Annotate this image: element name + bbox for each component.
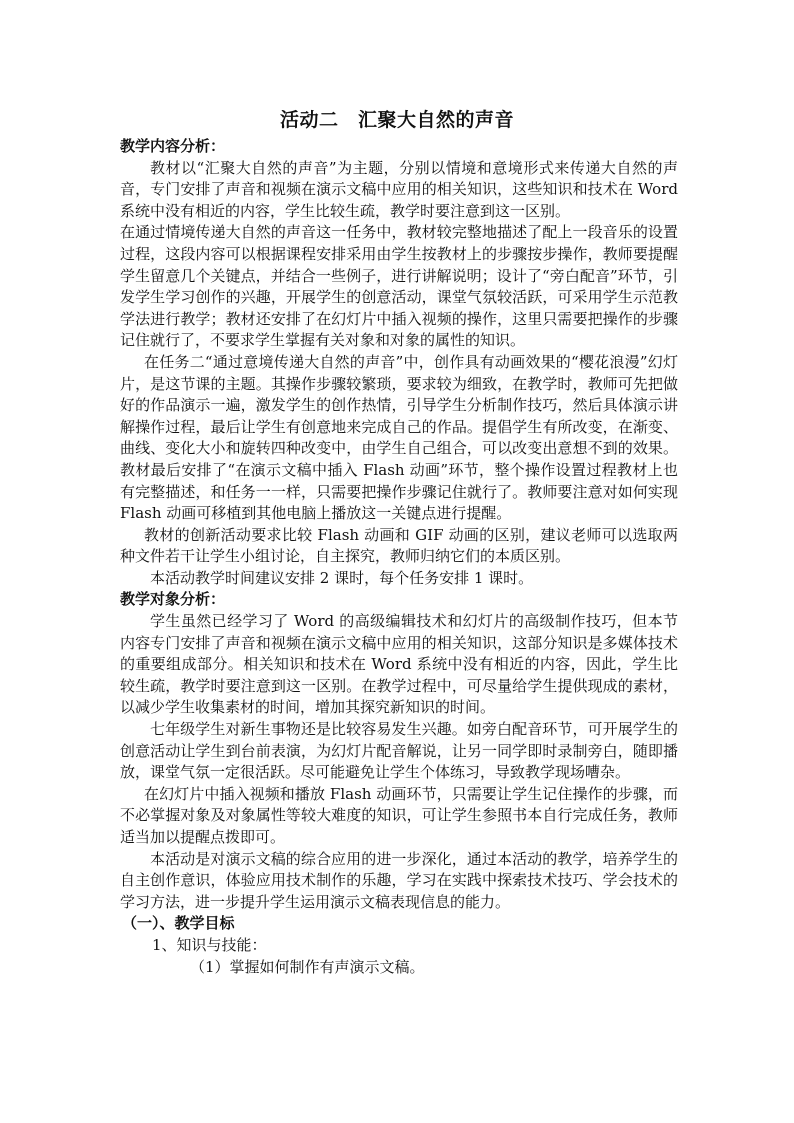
object-analysis-heading: 教学对象分析：	[120, 590, 226, 609]
document-title: 活动二 汇聚大自然的声音	[279, 109, 514, 131]
content-analysis-heading: 教学内容分析：	[120, 137, 226, 155]
teaching-goals-heading: （一）、教学目标	[122, 914, 235, 933]
paragraph: 在通过情境传递大自然的声音这一任务中，教材较完整地描述了配上一段音乐的设置过程，这段内容可以根据课程安排采用由学生按教材上的步骤按步操作，教师要提醒学生留意几个关键点，并结合一些例子，进行讲解说明；设计了“旁白配音”环节，引发学生学习创作的兴趣，开展学生的创意活动，课堂气氛较活跃，可采用学生示范教学法进行教学；教材还安排了在幻灯片中插入视频的操作，这里只需要把操作的步骤记住就行了，不要求学生掌握有关对象和对象的属性的知识。	[120, 223, 678, 350]
goals-item: （1）掌握如何制作有声演示文稿。	[190, 957, 425, 976]
paragraph: 本活动是对演示文稿的综合应用的进一步深化，通过本活动的教学，培养学生的自主创作意识，体验应用技术制作的乐趣，学习在实践中探索技术技巧、学会技术的学习方法，进一步提升学生运用演示文稿表现信息的能力。	[120, 849, 678, 911]
paragraph: 本活动教学时间建议安排 2 课时，每个任务安排 1 课时。	[150, 568, 534, 587]
goals-subheading: 1、知识与技能：	[152, 935, 267, 954]
document-body	[120, 136, 678, 978]
paragraph: 教材的创新活动要求比较 Flash 动画和 GIF 动画的区别，建议老师可以选取两种文件若干让学生小组讨论，自主探究，教师归纳它们的本质区别。	[120, 525, 678, 566]
paragraph: 在幻灯片中插入视频和播放 Flash 动画环节，只需要让学生记住操作的步骤，而不必掌握对象及对象属性等较大难度的知识，可让学生参照书本自行完成任务，教师适当加以提醒点拨即可。	[120, 784, 678, 846]
paragraph: 学生虽然已经学习了 Word 的高级编辑技术和幻灯片的高级制作技巧，但本节内容专门安排了声音和视频在演示文稿中应用的相关知识，这部分知识是多媒体技术的重要组成部分。相关知识和技术在 Word 系统中没有相近的内容，因此，学生比较生疏，教学时要注意到这一区别。在教学过程中，可尽量给学生提供现成的素材，以减少学生收集素材的时间，增加其探究新知识的时间。	[120, 612, 678, 717]
paragraph: 在任务二“通过意境传递大自然的声音”中，创作具有动画效果的“樱花浪漫”幻灯片，是这节课的主题。其操作步骤较繁琐，要求较为细致，在教学时，教师可先把做好的作品演示一遍，激发学生的创作热情，引导学生分析制作技巧，然后具体演示讲解操作过程，最后让学生有创意地来完成自己的作品。提倡学生有所改变，在渐变、曲线、变化大小和旋转四种改变中，由学生自己组合，可以改变出意想不到的效果。教材最后安排了“在演示文稿中插入 Flash 动画”环节，整个操作设置过程教材上也有完整描述，和任务一一样，只需要把操作步骤记住就行了。教师要注意对如何实现 Flash 动画可移植到其他电脑上播放这一关键点进行提醒。	[120, 352, 678, 523]
paragraph: 七年级学生对新生事物还是比较容易发生兴趣。如旁白配音环节，可开展学生的创意活动让学生到台前表演，为幻灯片配音解说，让另一同学即时录制旁白，随即播放，课堂气氛一定很活跃。尽可能避免让学生个体练习，导致教学现场嘈杂。	[120, 720, 678, 782]
paragraph: 教材以“汇聚大自然的声音”为主题，分别以情境和意境形式来传递大自然的声音，专门安排了声音和视频在演示文稿中应用的相关知识，这些知识和技术在 Word 系统中没有相近的内容，学生比较生疏，教学时要注意到这一区别。	[120, 158, 678, 220]
